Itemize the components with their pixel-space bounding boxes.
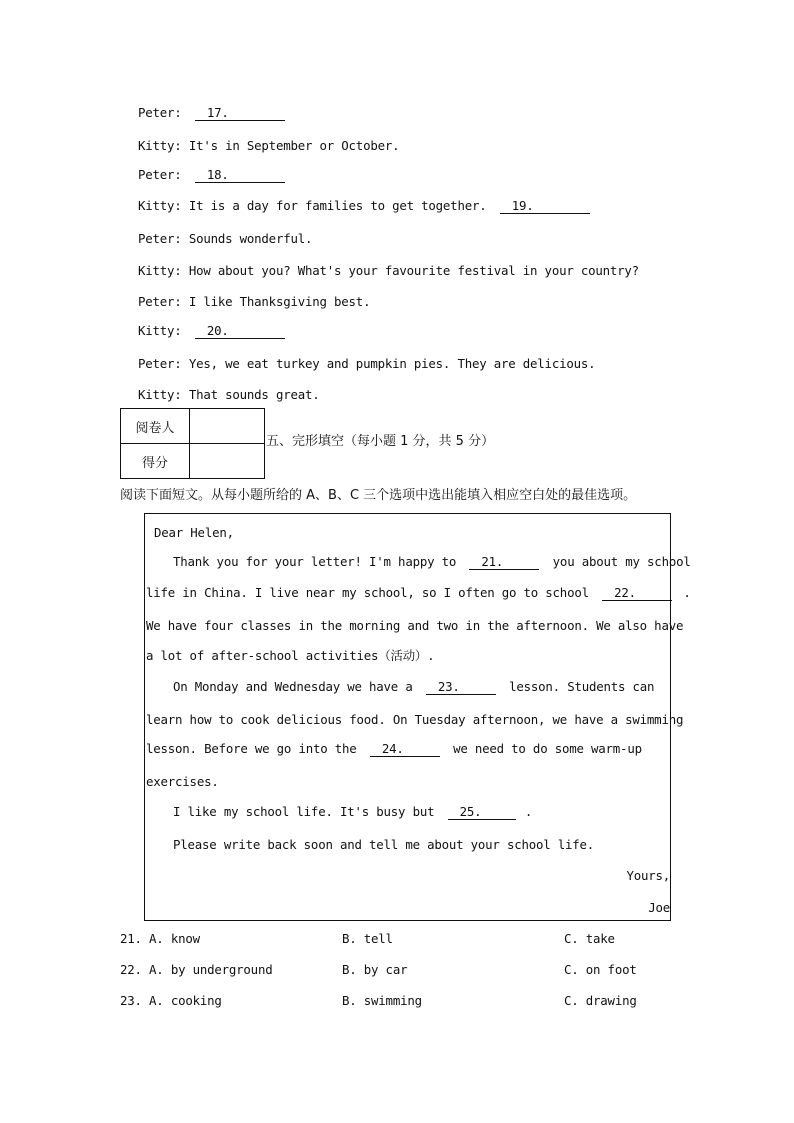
- option-b[interactable]: B. by car: [342, 962, 408, 977]
- cloze-blank-24[interactable]: 24.: [370, 741, 440, 757]
- speaker: Peter:: [138, 167, 182, 182]
- speaker: Kitty:: [138, 323, 182, 338]
- dialogue-line: [138, 387, 320, 403]
- option-a[interactable]: [120, 962, 272, 978]
- dialogue-line: [138, 167, 285, 183]
- answer-blank[interactable]: 18.: [195, 167, 285, 183]
- dialogue-line: [138, 356, 595, 372]
- letter-text: I like my school life. It's busy but: [173, 804, 435, 819]
- dialogue-line: [138, 198, 590, 214]
- option-a[interactable]: [120, 931, 200, 947]
- option-b[interactable]: B. swimming: [342, 993, 422, 1008]
- letter-signature: Joe: [648, 900, 670, 915]
- letter-line: learn how to cook delicious food. On Tuesday afternoon, we have a swimming: [146, 712, 684, 727]
- letter-text: you about my school: [552, 554, 691, 569]
- letter-text: .: [683, 585, 691, 600]
- dialogue-line: [138, 138, 399, 154]
- cloze-blank-23[interactable]: 23.: [426, 679, 496, 695]
- section-instruction: 阅读下面短文。从每小题所给的 A、B、C 三个选项中选出能填入相应空白处的最佳选项。: [120, 488, 637, 503]
- dialogue-line: [138, 263, 639, 279]
- letter-line: [173, 804, 532, 820]
- option-a[interactable]: [120, 993, 222, 1009]
- speaker: Kitty:: [138, 387, 182, 402]
- dialogue-line: [138, 105, 285, 121]
- answer-blank[interactable]: 17.: [195, 105, 285, 121]
- option-b[interactable]: B. tell: [342, 931, 393, 946]
- reviewer-label: 阅卷人: [121, 409, 190, 444]
- option-text: A. know: [149, 931, 200, 946]
- letter-text: .: [524, 804, 533, 819]
- question-number: 22.: [120, 962, 142, 977]
- dialogue-line: [138, 323, 285, 339]
- speaker: Peter:: [138, 294, 182, 309]
- letter-text: Thank you for your letter! I'm happy to: [173, 554, 457, 569]
- dialogue-text: That sounds great.: [188, 387, 320, 402]
- letter-text: lesson. Students can: [509, 679, 655, 694]
- option-text: A. cooking: [149, 993, 222, 1008]
- answer-blank[interactable]: 20.: [195, 323, 285, 339]
- reviewer-field[interactable]: [190, 409, 265, 444]
- letter-text: On Monday and Wednesday we have a: [173, 679, 413, 694]
- letter-line: We have four classes in the morning and two in the afternoon. We also have: [146, 618, 684, 633]
- dialogue-text: It is a day for families to get together.: [188, 198, 487, 213]
- option-c[interactable]: C. drawing: [564, 993, 637, 1008]
- question-number: 23.: [120, 993, 142, 1008]
- grader-table: [120, 408, 265, 479]
- letter-closing: Yours,: [626, 868, 670, 883]
- letter-text: lesson. Before we go into the: [146, 741, 357, 756]
- answer-blank[interactable]: 19.: [500, 198, 590, 214]
- letter-line: [146, 585, 691, 601]
- letter-line: Please write back soon and tell me about your school life.: [173, 837, 595, 852]
- letter-line: exercises.: [146, 774, 219, 789]
- score-label: 得分: [121, 444, 190, 479]
- option-c[interactable]: C. take: [564, 931, 615, 946]
- letter-line: [173, 679, 654, 695]
- speaker: Peter:: [138, 231, 182, 246]
- letter-greeting: Dear Helen,: [154, 525, 234, 540]
- letter-line: [146, 741, 642, 757]
- question-number: 21.: [120, 931, 142, 946]
- letter-line: [173, 554, 691, 570]
- speaker: Peter:: [138, 356, 182, 371]
- speaker: Peter:: [138, 105, 182, 120]
- speaker: Kitty:: [138, 263, 182, 278]
- letter-text: we need to do some warm-up: [453, 741, 642, 756]
- dialogue-text: Sounds wonderful.: [188, 231, 313, 246]
- cloze-blank-22[interactable]: 22.: [602, 585, 672, 601]
- letter-text: life in China. I live near my school, so I often go to school: [146, 585, 589, 600]
- option-text: A. by underground: [149, 962, 273, 977]
- dialogue-text: I like Thanksgiving best.: [188, 294, 371, 309]
- dialogue-line: [138, 231, 312, 247]
- speaker: Kitty:: [138, 198, 182, 213]
- dialogue-text: It's in September or October.: [188, 138, 400, 153]
- dialogue-text: Yes, we eat turkey and pumpkin pies. They are delicious.: [188, 356, 596, 371]
- dialogue-line: [138, 294, 370, 310]
- section-title: 五、完形填空（每小题 1 分，共 5 分）: [266, 434, 495, 449]
- speaker: Kitty:: [138, 138, 182, 153]
- cloze-blank-21[interactable]: 21.: [469, 554, 539, 570]
- score-field[interactable]: [190, 444, 265, 479]
- option-c[interactable]: C. on foot: [564, 962, 637, 977]
- dialogue-text: How about you? What's your favourite festival in your country?: [188, 263, 639, 278]
- cloze-blank-25[interactable]: 25.: [448, 804, 516, 820]
- letter-line: a lot of after-school activities（活动）.: [146, 648, 435, 663]
